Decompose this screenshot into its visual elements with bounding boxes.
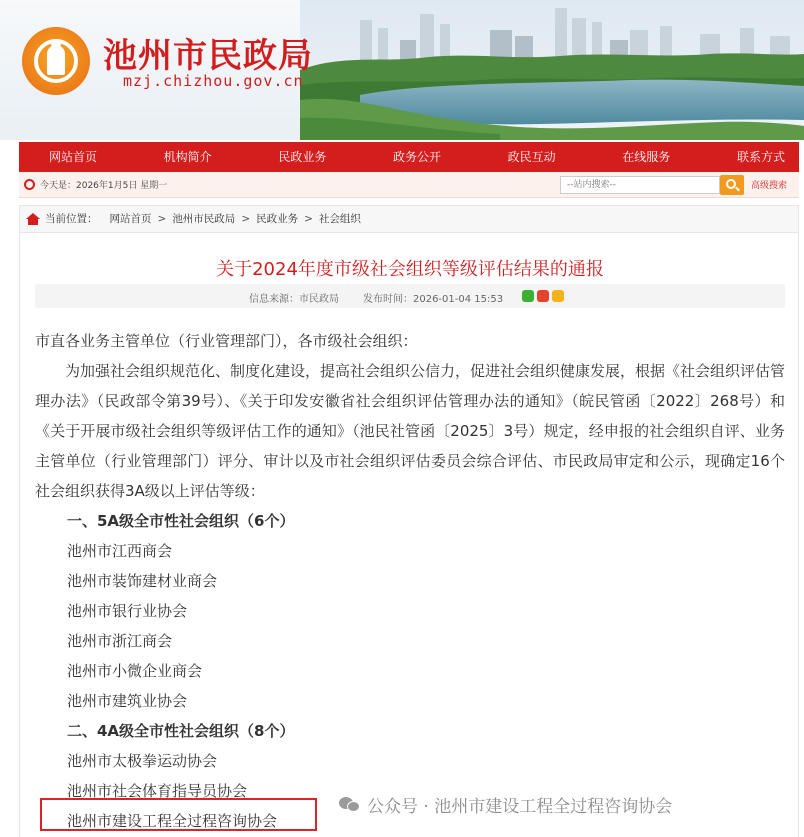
article-paragraph: 为加强社会组织规范化、制度化建设，提高社会组织公信力，促进社会组织健康发展，根据《社会组织评估管理办法》（民政部令第39号）、《关于印发安徽省社会组织评估管理办法的通知》（皖民管函〔2022〕268号）和《关于开展市级社会组织等级评估工作的通知》（池民社管函〔2025〕3号）规定，经申报的社会组织自评、业务主管单位（行业管理部门）评分、审计以及市社会组织评估委员会综合评估、市民政局审定和公示，现确定16个社会组织获得3A级以上评估等级： — [35, 362, 786, 500]
search-button[interactable] — [720, 175, 744, 195]
nav-gov-disclosure[interactable]: 政务公开 — [392, 150, 441, 164]
main-nav — [19, 142, 799, 172]
nav-org-intro[interactable]: 机构简介 — [163, 150, 212, 164]
article-title: 关于2024年度市级社会组织等级评估结果的通报 — [216, 259, 604, 280]
breadcrumb — [19, 205, 799, 233]
site-title: 池州市民政局 — [103, 36, 313, 76]
current-date: 今天是：2026年1月5日 星期一 — [40, 181, 168, 191]
list-item: 池州市浙江商会 — [67, 632, 173, 650]
search-input[interactable]: --站内搜索-- — [560, 176, 720, 194]
list-item: 池州市建设工程全过程咨询协会 — [67, 812, 278, 830]
list-item: 池州市太极拳运动协会 — [67, 752, 218, 770]
section-heading-5a: 一、5A级全市性社会组织（6个） — [67, 512, 295, 530]
weibo-icon[interactable] — [537, 290, 549, 302]
breadcrumb-label: 当前位置： — [45, 213, 98, 225]
breadcrumb-home[interactable]: 网站首页 — [109, 213, 152, 225]
breadcrumb-separator: > — [241, 213, 251, 225]
list-item: 池州市装饰建材业商会 — [67, 572, 218, 590]
breadcrumb-bureau[interactable]: 池州市民政局 — [172, 213, 236, 225]
logo-icon — [22, 27, 90, 95]
header-banner — [0, 0, 804, 140]
clock-icon — [24, 179, 35, 190]
breadcrumb-social-org[interactable]: 社会组织 — [318, 213, 361, 225]
nav-contact[interactable]: 联系方式 — [736, 150, 785, 164]
article-source: 信息来源：市民政局 — [249, 294, 339, 305]
section-heading-4a: 二、4A级全市性社会组织（8个） — [67, 722, 295, 740]
home-icon — [26, 213, 40, 225]
city-lake-photo — [300, 0, 804, 140]
advanced-search-link[interactable]: 高级搜索 — [751, 181, 788, 191]
list-item: 池州市小微企业商会 — [67, 662, 203, 680]
article-intro: 市直各业务主管单位（行业管理部门），各市级社会组织： — [35, 332, 418, 350]
nav-interaction[interactable]: 政民互动 — [507, 150, 556, 164]
article-body — [35, 326, 785, 836]
wechat-icon[interactable] — [522, 290, 534, 302]
article-meta — [35, 284, 785, 308]
list-item: 池州市社会体育指导员协会 — [67, 782, 248, 800]
nav-civil-affairs[interactable]: 民政业务 — [278, 150, 327, 164]
qzone-icon[interactable] — [552, 290, 564, 302]
info-bar — [19, 172, 799, 198]
breadcrumb-separator: > — [304, 213, 313, 225]
wechat-official-account-icon — [339, 795, 361, 813]
list-item: 池州市江西商会 — [67, 542, 173, 560]
highlight-box — [40, 798, 317, 831]
article-publish-time: 发布时间：2026-01-04 15:53 — [363, 294, 504, 305]
nav-online-service[interactable]: 在线服务 — [622, 150, 671, 164]
breadcrumb-civil-affairs[interactable]: 民政业务 — [256, 213, 299, 225]
list-item: 池州市建筑业协会 — [67, 692, 188, 710]
list-item: 池州市银行业协会 — [67, 602, 188, 620]
nav-home[interactable]: 网站首页 — [49, 150, 98, 164]
watermark — [339, 791, 672, 817]
breadcrumb-separator: > — [157, 213, 167, 225]
site-url: mzj.chizhou.gov.cn — [123, 72, 304, 90]
watermark-text: 公众号 · 池州市建设工程全过程咨询协会 — [367, 796, 673, 817]
